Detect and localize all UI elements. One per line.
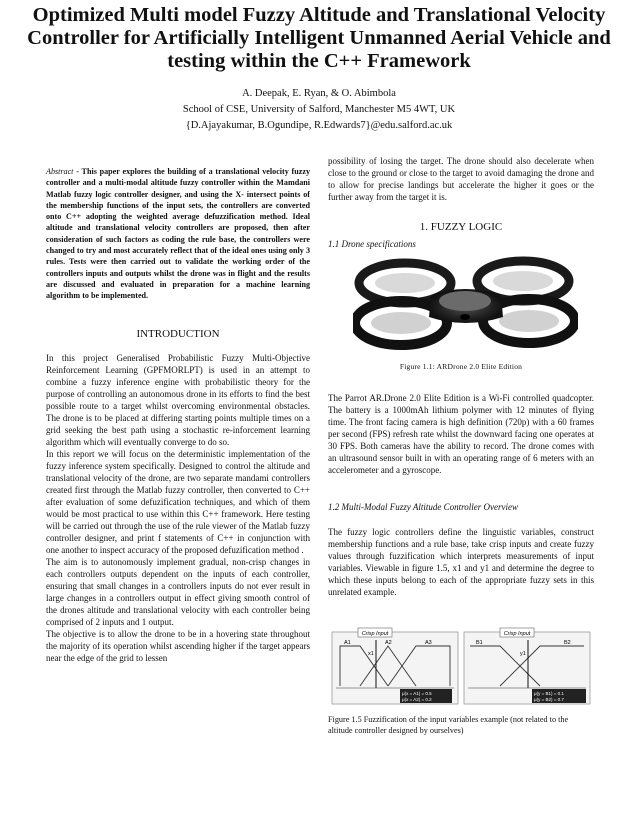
camera-lens: [460, 314, 470, 320]
abstract-text: - This paper explores the building of a translational velocity fuzzy controller and a multi-modal altitude fuzzy controller within the Mamdani Matlab fuzzy logic controller designer, and using the X- intersect points of the membership functions of the input sets, the controllers are converted onto C++ adopting the weighted average defuzzification method. Ideal altitude and translational velocity controllers are proposed, then after consideration of such factors as coding the rule base, the controllers were changed to try and most accurately reflect that of the ideal ones using only 3 rules. Tests were then carried out to validate the working order of the controllers inputs and outputs whilst the drone was in flight and the results are discussed and evaluated in preparation for a machine learning algorithm to be implemented.: [46, 167, 310, 301]
controller-overview-subheading: 1.2 Multi-Modal Fuzzy Altitude Controller Overview: [328, 502, 518, 512]
set-label: A3: [425, 640, 432, 646]
membership-value: μ(x = A1) = 0.5: [402, 691, 432, 696]
abstract: [46, 166, 310, 302]
crisp-input-label: Crisp Input: [361, 631, 389, 637]
intro-paragraph: In this report we will focus on the deterministic implementation of the fuzzy inference system specifically. Designed to control the altitude and translational velocity of the drone, are two separate mandami controllers created first through the Matlab fuzzy controller, then converted to C++ after evaluation of some defuzification techniques, and which of them would be most practical to use within this C++ framework. Here testing will be carried out through the use of the rule viewer of the Matlab fuzzy controller designer, and print f statements of C++ in conjunction with one another to inspect accuracy of the proposed defuzification method .: [46, 449, 310, 555]
abstract-label: Abstract: [46, 167, 74, 176]
authors: A. Deepak, E. Ryan, & O. Abimbola: [242, 88, 396, 99]
drone-photo: [353, 255, 578, 353]
set-label: A2: [385, 640, 392, 646]
set-label: A1: [344, 640, 351, 646]
rotor-front-right: [499, 310, 559, 332]
emails: {D.Ajayakumar, B.Ogundipe, R.Edwards7}@edu.salford.ac.uk: [185, 120, 453, 131]
fuzzification-figure: [330, 626, 592, 708]
membership-value: μ(x = A2) = 0.2: [402, 697, 432, 702]
intro-paragraph: The objective is to allow the drone to be in a hovering state throughout the majority of its operation whilst ascending higher if the target appears near the edge of the grid to lessen: [46, 629, 310, 663]
crisp-input-label: Crisp Input: [503, 631, 531, 637]
affiliation: School of CSE, University of Salford, Manchester M5 4WT, UK: [182, 104, 456, 115]
drone-spec-paragraph: The Parrot AR.Drone 2.0 Elite Edition is a Wi-Fi controlled quadcopter. The battery is a 1000mAh lithium polymer with 12 minutes of flying time. The front facing camera is high definition (720p) with a 60 frames per second (FPS) refresh rate whilst the downward facing one operates at 30 FPS. Both cameras have the ability to record. The drone comes with an ultrasound sensor built in with an operating range of 6 meters with an accelerometer and a gyroscope.: [328, 393, 594, 475]
intro-paragraph: In this project Generalised Probabilistic Fuzzy Multi-Objective Reinforcement Learning (GPFMORLPT) is used in an attempt to combine a fuzzy inference engine with probabilistic theory for the purpose of controlling an autonomous drone in its efforts to find the best possible route to a target whilst overcoming environmental obstacles. The drone is to be placed at differing starting points multiple times on a grid seeking the best path using a stochastic re-inforcement learning algorithm which will eventually converge to do so.: [46, 353, 310, 447]
rotor-front-left: [371, 312, 431, 334]
figure-1-1-caption: Figure 1.1: ARDrone 2.0 Elite Edition: [399, 362, 523, 371]
paper-title: Optimized Multi model Fuzzy Altitude and Translational Velocity Controller for Artificially Intelligent Unmanned Aerial Vehicle and testing within the C++ Framework: [27, 4, 611, 72]
set-label: B2: [564, 640, 571, 646]
author-block: [0, 86, 638, 134]
rotor-back-left: [375, 273, 435, 293]
figure-1-5-caption: Figure 1.5 Fuzzification of the input variables example (not related to the altitude controller designed by ourselves): [328, 715, 569, 735]
rotor-back-right: [493, 271, 553, 291]
membership-value: μ(y = B2) = 0.7: [534, 697, 564, 702]
drone-canopy: [439, 291, 491, 311]
introduction-body: [46, 352, 310, 664]
intro-paragraph: The aim is to autonomously implement gradual, non-crisp changes in each controllers outputs dependent on the inputs of each controller, ensuring that small changes in a controllers inputs do not ever result in large changes in a controllers output in effect giving smooth control of the drones altitude and translational velocity with each controller being comprised of 2 inputs and 1 output.: [46, 557, 310, 627]
y1-label: y1: [520, 651, 526, 657]
set-label: B1: [476, 640, 483, 646]
controller-overview-paragraph: The fuzzy logic controllers define the linguistic variables, construct membership functions and a rule base, take crisp inputs and create fuzzy values through fuzzification which interprets measurements of input variables. Viewable in figure 1.5, x1 and y1 and determine the degree to which these inputs belong to each of the appropriate fuzzy sets in this unrelated example.: [328, 527, 594, 597]
x1-label: x1: [368, 651, 374, 657]
introduction-heading: INTRODUCTION: [136, 328, 220, 340]
drone-spec-subheading: 1.1 Drone specifications: [328, 239, 416, 249]
membership-value: μ(y = B1) = 0.1: [534, 691, 564, 696]
fuzzy-logic-heading: 1. FUZZY LOGIC: [419, 221, 503, 233]
right-column-continuation: possibility of losing the target. The drone should also decelerate when close to the ground or close to the target to avoid damaging the drone and to allow for precise landings but accelerate the higher it goes or the further away from the target it is.: [328, 156, 594, 202]
